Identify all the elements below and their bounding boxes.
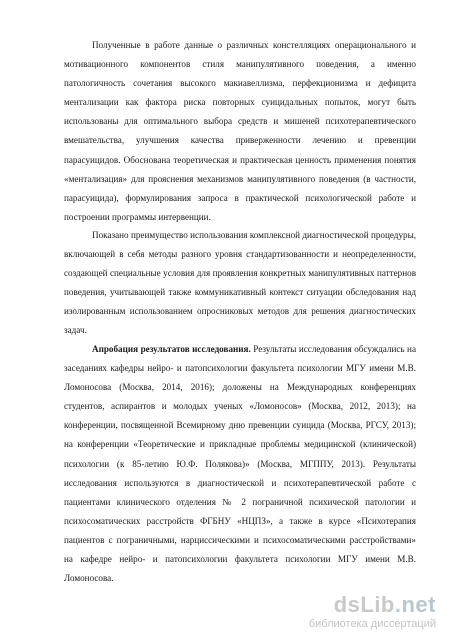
approbation-heading: Апробация результатов исследования.: [92, 344, 251, 354]
paragraph-diagnostic-procedure: Показано преимущество использования комплексной диагностической процедуры, включающей в себя методы разного уровня стандартизованности и неопределенности, создающей специальные условия для проявления конкретных манипулятивных паттернов поведения, учитывающей также коммуникативный контекст ситуации обследования над изолированным использованием опросниковых методов для решения диагностических задач.: [64, 230, 416, 336]
watermark-subtitle: библиотека диссертаций: [308, 618, 436, 630]
dslib-watermark: [246, 593, 436, 633]
approbation-text: Результаты исследования обсуждались на заседаниях кафедры нейро- и патопсихологии факультета психологии МГУ имени М.В. Ломоносова (Москва, 2014, 2016); доложены на Международных конференциях студентов, аспирантов и молодых ученых «Ломоносов» (Москва, 2012, 2013); на конференции, посвященной Всемирному дню превенции суицида (Москва, РГСУ, 2013); на конференции «Теоретические и прикладные проблемы медицинской (клинической) психологии (к 85-летию Ю.Ф. Полякова)» (Москва, МГППУ, 2013). Результаты исследования используются в диагностической и психотерапевтической работе с пациентами клинического отделения № 2 пограничной психической патологии и психосоматических расстройств ФГБНУ «НЦПЗ», а также в курсе «Психотерапия пациентов с пограничными, нарциссическими и психосоматическими расстройствами» на кафедре нейро- и патопсихологии факультета психологии МГУ имени М.В. Ломоносова.: [64, 344, 416, 584]
watermark-logo: [246, 593, 436, 617]
paragraph-approbation: [64, 340, 416, 588]
watermark-logo-text: dsLib: [333, 592, 395, 617]
watermark-logo-domain: .net: [394, 592, 436, 617]
paragraph-practical-significance: Полученные в работе данные о различных констелляциях операционального и мотивационного компонентов стиля манипулятивного поведения, а именно патологичность сочетания высокого макиавеллизма, перфекционизма и дефицита ментализации как фактора риска повторных суицидальных попыток, могут быть использованы для оптимального выбора средств и мишеней психотерапевтического вмешательства, улучшения качества приверженности лечению и превенции парасуицидов. Обоснована теоретическая и практическая ценность применения понятия «ментализация» для прояснения механизмов манипулятивного поведения (в частности, парасуицида), формулирования запроса в практической психологической работе и построении программы интервенции.: [64, 40, 416, 222]
